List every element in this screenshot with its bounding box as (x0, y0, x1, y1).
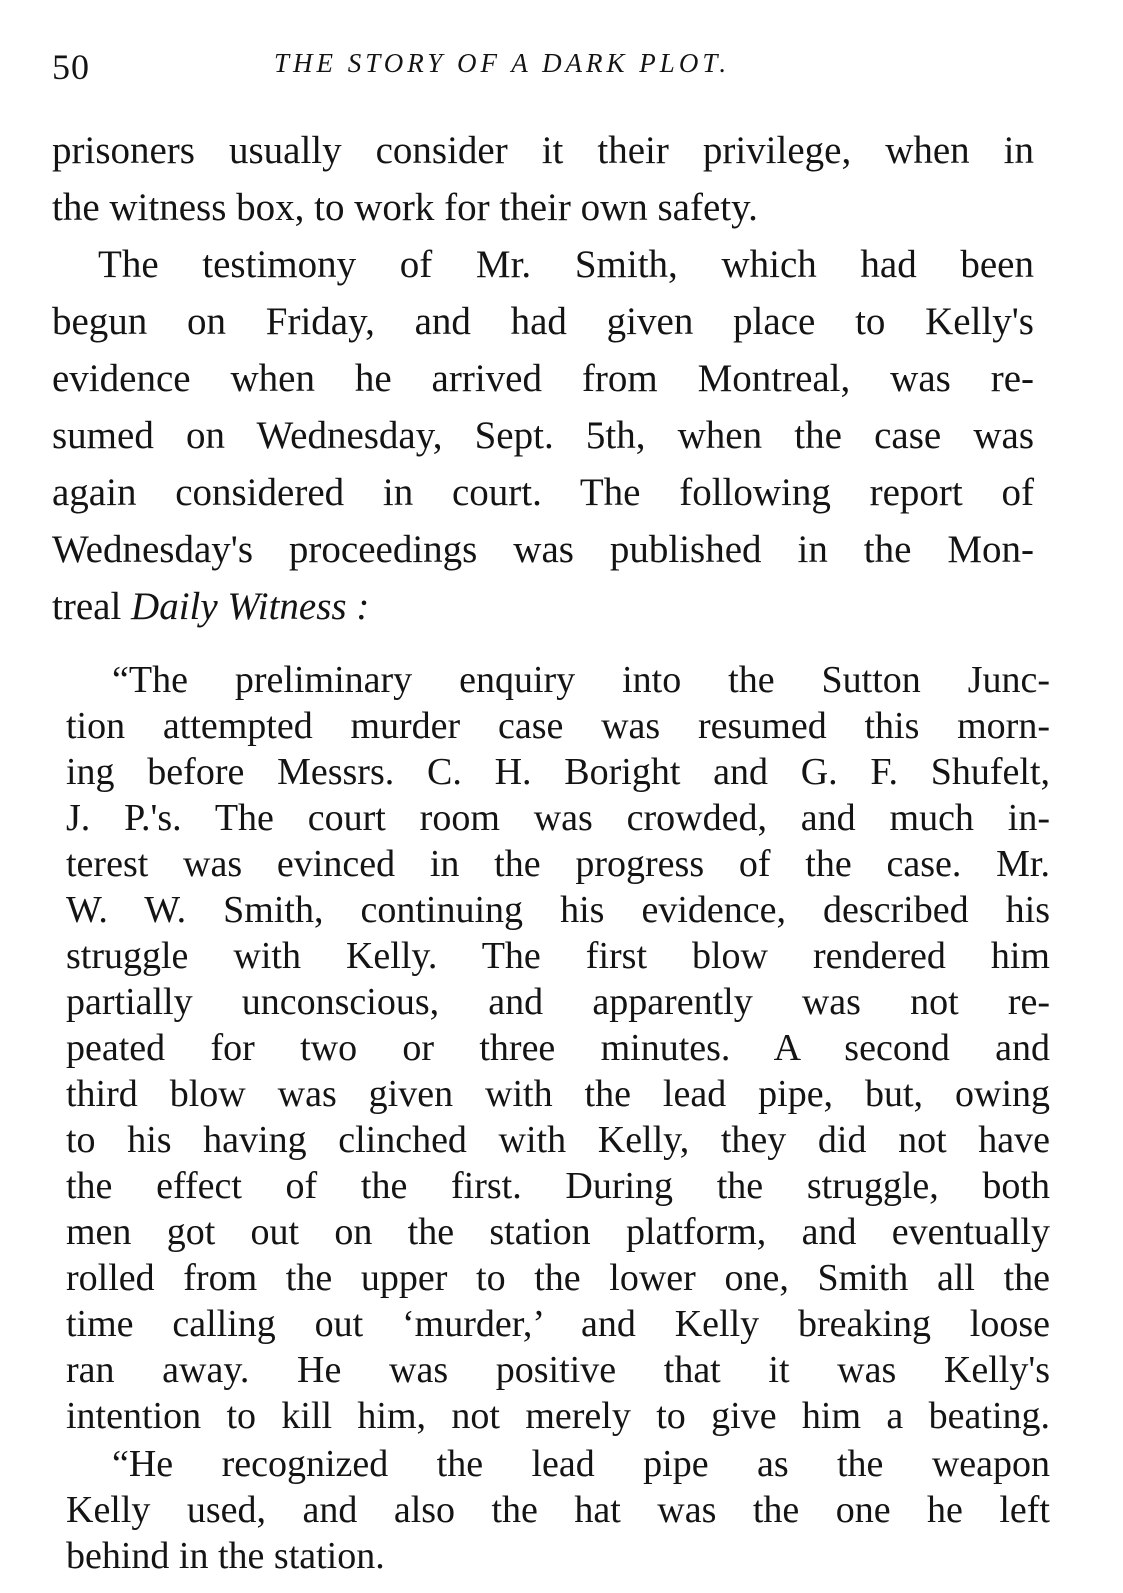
main-text (52, 122, 1034, 635)
quoted-report (66, 657, 1050, 1579)
body-text (52, 122, 1050, 1579)
text-line: Kelly used, and also the hat was the one he left (66, 1489, 1050, 1531)
text-line: The testimony of Mr. Smith, which had been (98, 243, 1034, 286)
text-line: evidence when he arrived from Montreal, was re- (52, 357, 1034, 400)
text-line: intention to kill him, not merely to give him a beating. (66, 1395, 1050, 1437)
text-line: third blow was given with the lead pipe, but, owing (66, 1073, 1050, 1115)
text-line: Wednesday's proceedings was published in the Mon- (52, 528, 1034, 571)
text-line: ran away. He was positive that it was Kelly's (66, 1349, 1050, 1391)
text-line-prefix: treal (52, 585, 132, 628)
paragraph-continuation (52, 122, 1034, 236)
page-number: 50 (52, 47, 90, 87)
text-line: men got out on the station platform, and eventually (66, 1211, 1050, 1253)
text-line: ing before Messrs. C. H. Boright and G. F. Shufelt, (66, 751, 1050, 793)
text-line: peated for two or three minutes. A second and (66, 1027, 1050, 1069)
text-line: begun on Friday, and had given place to Kelly's (52, 300, 1034, 343)
text-line: behind in the station. (66, 1535, 385, 1577)
text-line: to his having clinched with Kelly, they did not have (66, 1119, 1050, 1161)
text-line: tion attempted murder case was resumed this morn- (66, 705, 1050, 747)
text-line: “The preliminary enquiry into the Sutton Junc- (112, 659, 1050, 701)
text-line: terest was evinced in the progress of the case. Mr. (66, 843, 1050, 885)
text-line: “He recognized the lead pipe as the weapon (112, 1443, 1050, 1485)
text-line: partially unconscious, and apparently was not re- (66, 981, 1050, 1023)
text-line: again considered in court. The following report of (52, 471, 1034, 514)
quote-paragraph (66, 1441, 1050, 1579)
text-line: time calling out ‘murder,’ and Kelly breaking loose (66, 1303, 1050, 1345)
text-line: rolled from the upper to the lower one, Smith all the (66, 1257, 1050, 1299)
text-line: W. W. Smith, continuing his evidence, described his (66, 889, 1050, 931)
text-line (52, 578, 1034, 635)
paragraph-testimony (52, 236, 1034, 635)
running-head (52, 40, 1052, 90)
text-line: the witness box, to work for their own safety. (52, 186, 758, 229)
text-line: struggle with Kelly. The first blow rendered him (66, 935, 1050, 977)
text-line: sumed on Wednesday, Sept. 5th, when the case was (52, 414, 1034, 457)
running-title: THE STORY OF A DARK PLOT. (274, 48, 731, 78)
newspaper-title: Daily Witness : (131, 585, 370, 628)
quote-paragraph (66, 657, 1050, 1439)
text-line: prisoners usually consider it their privilege, when in (52, 129, 1034, 172)
text-line: J. P.'s. The court room was crowded, and much in- (66, 797, 1050, 839)
text-line: the effect of the first. During the struggle, both (66, 1165, 1050, 1207)
